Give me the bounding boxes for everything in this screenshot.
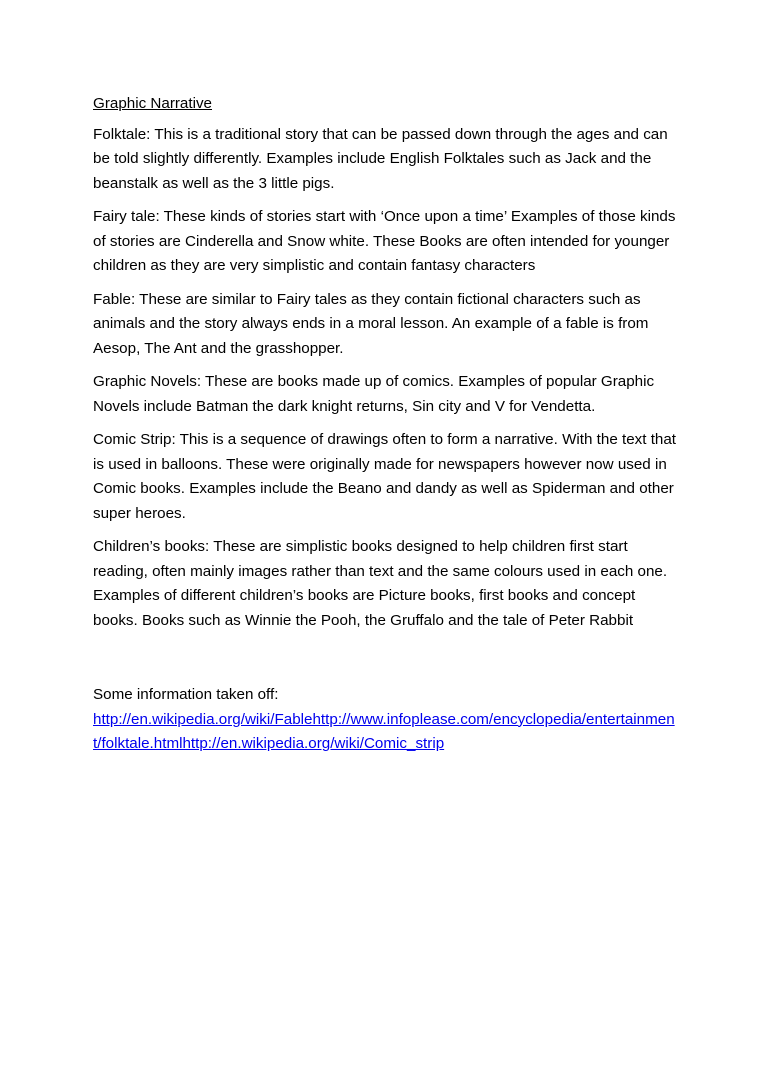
section-text: This is a sequence of drawings often to form a narrative. With the text that is used in balloons. These were originally made for newspapers however now used in Comic books. Examples include the Beano and dandy as well as Spiderman and other super heroes. [93,431,677,522]
section-label: Graphic Novels: [93,373,202,390]
section-label: Folktale: [93,125,151,143]
document-title: Graphic Narrative [93,95,213,112]
section-fable [93,288,681,362]
blank-line [93,642,681,683]
section-folktale [93,123,681,197]
section-label: Fable: [93,290,136,308]
section-text: These are similar to Fairy tales as they contain fictional characters such as animals and the story always ends in a moral lesson. An example of a fable is from Aesop, The Ant and the grasshopper. [93,290,649,357]
section-childrens-books [93,535,681,633]
sources-link-line [93,708,681,757]
section-fairy-tale [93,205,681,279]
document-body [93,92,681,757]
section-label: Fairy tale: [93,208,160,225]
section-graphic-novels [93,370,681,419]
section-text: This is a traditional story that can be passed down through the ages and can be told slightly differently. Examples include English Folktales such as Jack and the beanstalk as well as the 3 little pigs. [93,125,668,192]
sources-intro: Some information taken off: [93,686,279,703]
section-text: These kinds of stories start with ‘Once upon a time’ Examples of those kinds of stories are Cinderella and Snow white. These Books are often intended for younger children as they are very simplistic and contain fantasy characters [93,208,676,274]
section-comic-strip [93,428,681,526]
section-text: These are books made up of comics. Examples of popular Graphic Novels include Batman the dark knight returns, Sin city and V for Vendetta. [93,373,655,415]
sources-link[interactable]: http://en.wikipedia.org/wiki/Fablehttp://www.infoplease.com/encyclopedia/entertainment/folktale.htmlhttp://en.wikipedia.org/wiki/Comic_strip [93,710,675,752]
section-text: These are simplistic books designed to help children first start reading, often mainly images rather than text and the same colours used in each one. Examples of different children’s books are Picture books, first books and concept books. Books such as Winnie the Pooh, the Gruffalo and the tale of Peter Rabbit [93,538,668,629]
section-label: Children’s books: [93,538,210,555]
section-label: Comic Strip: [93,431,176,448]
